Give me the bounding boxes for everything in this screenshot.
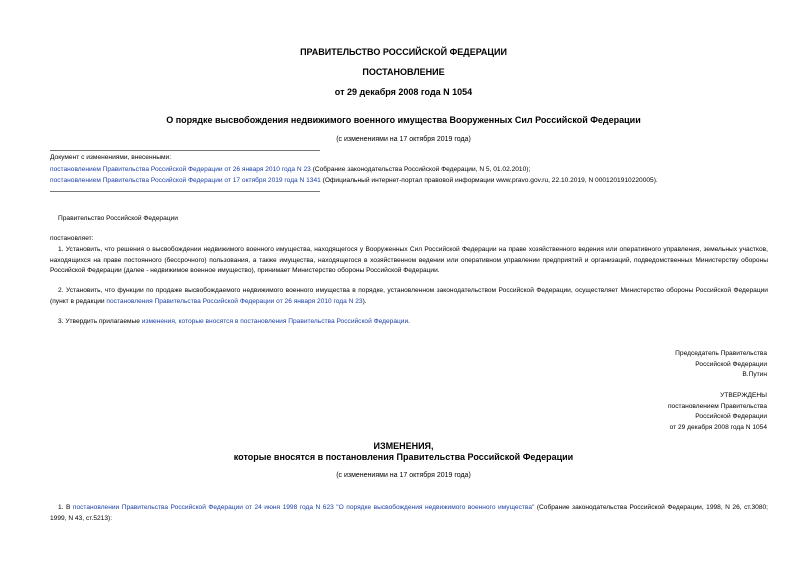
document-date-number: от 29 декабря 2008 года N 1054	[334, 87, 473, 97]
changes-p1-tail: (Собрание законодательства Российской Федерации, 1998, N 26, ст.3080; 1999, N 43, ст.5213):	[50, 504, 768, 522]
amendment-item-1	[50, 166, 530, 173]
paragraph-2-tail: ).	[362, 297, 367, 305]
approved-heading: УТВЕРЖДЕНЫ	[720, 392, 767, 399]
signature-country: Российской Федерации	[695, 360, 767, 368]
signature-block	[675, 349, 767, 381]
changes-revision-note: (с изменениями на 17 октября 2019 года)	[336, 472, 471, 479]
amendment-link-2010[interactable]: постановлением Правительства Российской Федерации от 26 января 2010 года N 23	[50, 166, 311, 173]
amendment-source-1: (Собрание законодательства Российской Федерации, N 5, 01.02.2010);	[310, 166, 531, 173]
amendment-item-2	[50, 177, 658, 184]
changes-subtitle: которые вносятся в постановления Правительства Российской Федерации	[233, 452, 574, 462]
amendment-link-2019[interactable]: постановлением Правительства Российской Федерации от 17 октября 2019 года N 1341	[50, 177, 321, 184]
paragraph-3-link[interactable]: изменения, которые вносятся в постановления Правительства Российской Федерации	[141, 318, 409, 325]
paragraph-3	[58, 318, 410, 325]
changes-p1-text: 1. В	[58, 504, 73, 511]
paragraph-3-text: 3. Утвердить прилагаемые	[58, 318, 142, 325]
approved-block	[668, 391, 767, 433]
approved-by: постановлением Правительства	[667, 402, 767, 410]
government-heading: ПРАВИТЕЛЬСТВО РОССИЙСКОЙ ФЕДЕРАЦИИ	[300, 47, 507, 57]
changes-paragraph-1	[50, 503, 768, 524]
approved-country: Российской Федерации	[695, 413, 767, 421]
decrees-line: постановляет:	[50, 235, 94, 242]
document-title: О порядке высвобождения недвижимого военного имущества Вооруженных Сил Российской Федерации	[166, 115, 641, 125]
document-type-heading: ПОСТАНОВЛЕНИЕ	[362, 67, 445, 77]
paragraph-2-link[interactable]: постановления Правительства Российской Федерации от 26 января 2010 года N 23	[106, 297, 363, 305]
paragraph-3-tail: .	[408, 318, 410, 325]
paragraph-1: 1. Установить, что решения о высвобождении недвижимого военного имущества, находящегося у Вооруженных Сил Российской Федерации на праве хозяйственного ведения или оперативного управления, земельных участков, находящихся на праве постоянного (бессрочного) пользования, а также имущества, находящегося в хозяйственном ведении или оперативном управлении предприятий и организаций, подведомственных Министерству обороны Российской Федерации (далее - недвижимое военное имущество), принимает Министерство обороны Российской Федерации.	[50, 246, 768, 275]
amendments-intro: Документ с изменениями, внесенными:	[50, 154, 172, 161]
amendments-top-rule	[50, 150, 320, 151]
paragraph-2	[50, 286, 768, 307]
approved-date: от 29 декабря 2008 года N 1054	[669, 423, 767, 431]
paragraph-2-text: 2. Установить, что функции по продаже высвобождаемого недвижимого военного имущества в порядке, установленном законодательством Российской Федерации, осуществляет Министерство обороны Российской Федерации (пункт в редакции	[50, 287, 768, 305]
changes-p1-link[interactable]: постановлении Правительства Российской Федерации от 24 июня 1998 года N 623 "О порядке высвобождения недвижимого военного имущества"	[72, 504, 535, 511]
revision-note: (с изменениями на 17 октября 2019 года)	[336, 136, 471, 143]
changes-title: ИЗМЕНЕНИЯ,	[373, 441, 434, 451]
signature-position: Председатель Правительства	[675, 350, 767, 357]
amendment-source-2: (Официальный интернет-портал правовой информации www.pravo.gov.ru, 22.10.2019, N 0001201910220005).	[320, 177, 658, 184]
signature-name: В.Путин	[742, 371, 767, 379]
amendments-bottom-rule	[50, 191, 320, 192]
government-line: Правительство Российской Федерации	[58, 215, 178, 222]
